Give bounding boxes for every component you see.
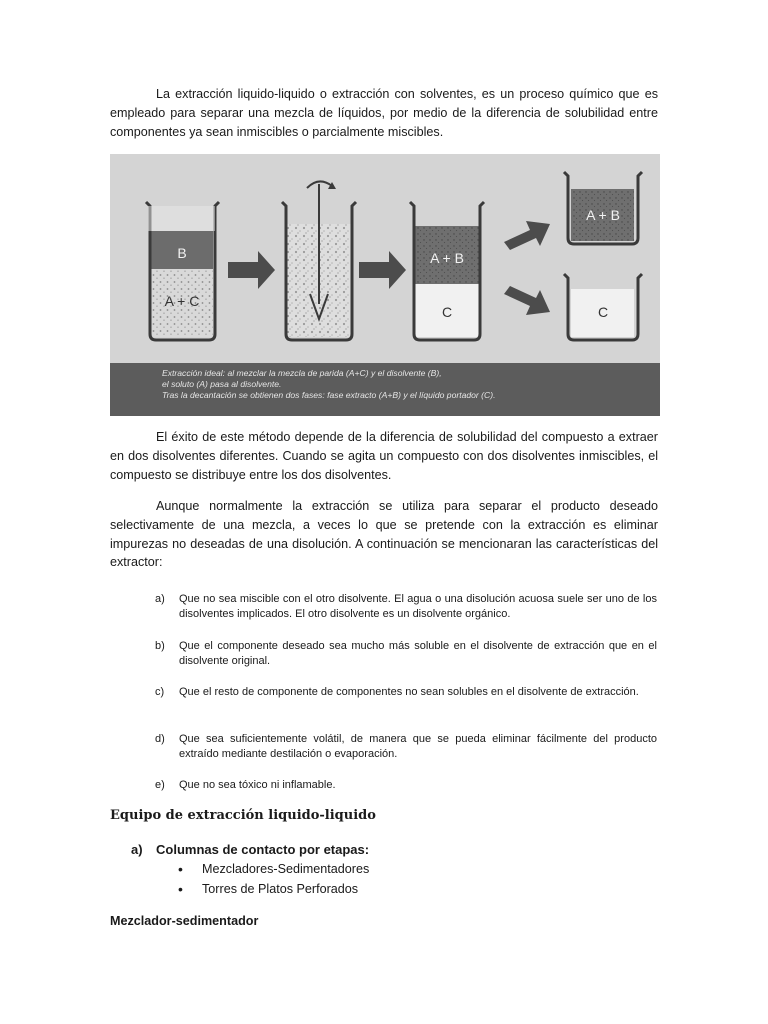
beaker-1-top-label: B [177,245,187,261]
paragraph-3-text: Aunque normalmente la extracción se utiliza para separar el producto deseado selectivamente de una mezcla, a veces lo que se pretende con la extracción es eliminar impurezas no deseadas de una disolución. A continuación se mencionaran las características del extractor: [110,499,658,570]
beaker-5 [564,274,642,340]
list-item: • Mezcladores-Sedimentadores [178,862,369,882]
beaker-4-label: A + B [586,207,620,223]
list-text: Que el componente deseado sea mucho más soluble en el disolvente de extracción que en el disolvente original. [179,640,657,667]
subsection-title: Columnas de contacto por etapas: [156,842,370,857]
figure-caption [110,363,660,416]
equipment-list [178,862,369,902]
beaker-3 [410,202,484,340]
list-marker: e) [155,779,165,791]
beaker-3-top-label: A + B [430,250,464,266]
list-marker: d) [155,733,165,745]
list-marker: a) [155,593,165,605]
beaker-4 [564,172,642,244]
arrow-up-right-icon [504,221,550,250]
list-text: Que no sea tóxico ni inflamable. [179,779,336,791]
extraction-figure [110,154,660,416]
list-text: Que no sea miscible con el otro disolvente. El agua o una disolución acuosa suele ser uno de los disolventes implicados. El otro disolvente es un disolvente orgánico. [179,593,657,620]
arrow-right-icon [359,251,406,289]
beaker-1-bottom-label: A + C [164,293,200,309]
list-text: Que el resto de componente de componentes no sean solubles en el disolvente de extracción. [179,686,639,698]
arrow-down-right-icon [504,286,550,315]
list-text: Que sea suficientemente volátil, de manera que se pueda eliminar fácilmente del producto extraído mediante destilación o evaporación. [179,733,657,760]
extraction-diagram [110,154,660,363]
beaker-5-label: C [597,304,609,320]
beaker-3-bottom-label: C [441,304,453,320]
intro-paragraph [110,85,658,141]
list-item: • Torres de Platos Perforados [178,882,369,902]
section-heading: Equipo de extracción liquido-liquido [110,808,376,823]
paragraph-2-text: El éxito de este método depende de la diferencia de solubilidad del compuesto a extraer en dos disolventes diferentes. Cuando se agita un compuesto con dos disolventes inmiscibles, el compuesto se distribuye entre los dos disolventes. [110,430,658,482]
body-paragraph-3 [110,497,658,572]
caption-line-1: Extracción ideal: al mezclar la mezcla de parida (A+C) y el disolvente (B), [162,368,442,378]
arrow-right-icon [228,251,275,289]
intro-text: La extracción liquido-liquido o extracción con solventes, es un proceso químico que es empleado para separar una mezcla de líquidos, por medio de la diferencia de solubilidad entre componentes ya sean inmiscibles o parcialmente miscibles. [110,87,658,139]
body-paragraph-2 [110,428,658,484]
list-marker: c) [155,686,165,698]
caption-line-2: el soluto (A) pasa al disolvente. [162,379,282,389]
list-marker: b) [155,640,165,652]
beaker-1 [146,202,219,340]
subsection-marker: a) [131,842,143,857]
closing-heading: Mezclador-sedimentador [110,914,259,928]
caption-line-3: Tras la decantación se obtienen dos fases: fase extracto (A+B) y el líquido portador (C). [162,390,496,400]
beaker-2-mixing [282,181,356,340]
